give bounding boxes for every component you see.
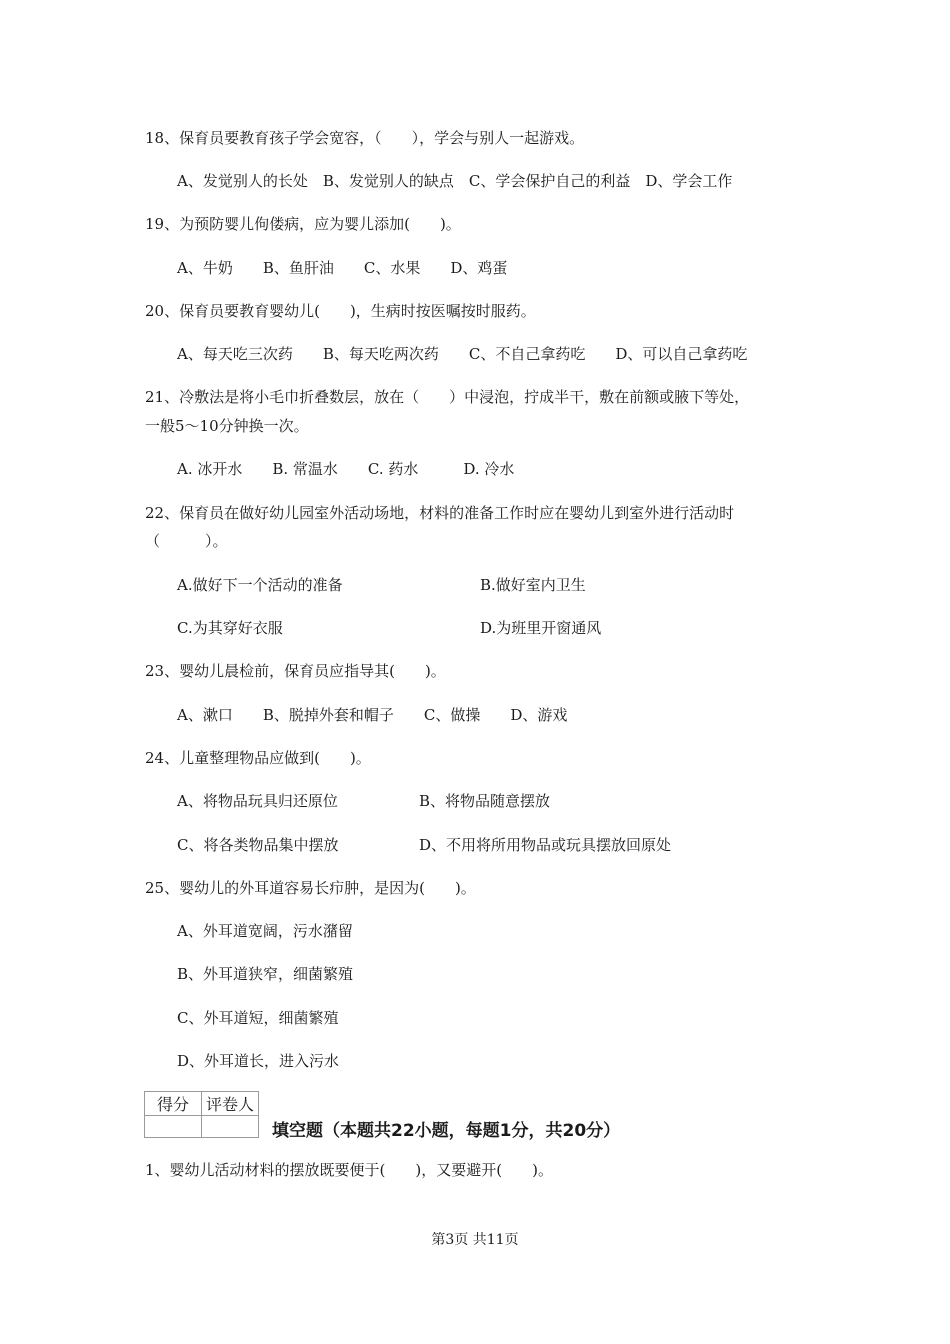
question-24-option-d: D、不用将所用物品或玩具摆放回原处 (419, 836, 672, 854)
question-22-option-b: B.做好室内卫生 (480, 576, 586, 594)
question-22: 22、保育员在做好幼儿园室外活动场地，材料的准备工作时应在婴幼儿到室外进行活动时 (145, 504, 735, 522)
section-title: 填空题（本题共22小题，每题1分，共20分） (272, 1121, 621, 1141)
question-18: 18、保育员要教育孩子学会宽容，（ ），学会与别人一起游戏。 (145, 129, 585, 147)
question-25: 25、婴幼儿的外耳道容易长疖肿，是因为( )。 (145, 879, 476, 897)
question-21-options: A. 冰开水 B. 常温水 C. 药水 D. 冷水 (177, 460, 515, 478)
question-22-option-d: D.为班里开窗通风 (480, 619, 602, 637)
page-footer: 第3页 共11页 (431, 1232, 519, 1248)
question-20-options: A、每天吃三次药 B、每天吃两次药 C、不自己拿药吃 D、可以自己拿药吃 (177, 345, 748, 363)
score-table (144, 1091, 259, 1138)
question-25-option-d: D、外耳道长，进入污水 (177, 1052, 340, 1070)
question-24-option-c: C、将各类物品集中摆放 (177, 836, 339, 854)
question-25-option-b: B、外耳道狭窄，细菌繁殖 (177, 965, 354, 983)
question-21-cont: 一般5～10分钟换一次。 (145, 417, 309, 435)
score-cell (145, 1116, 202, 1138)
question-23: 23、婴幼儿晨检前，保育员应指导其( )。 (145, 662, 446, 680)
fill-blank-question-1: 1、婴幼儿活动材料的摆放既要便于( )，又要避开( )。 (145, 1161, 553, 1179)
question-19: 19、为预防婴儿佝偻病，应为婴儿添加( )。 (145, 215, 461, 233)
question-18-options: A、发觉别人的长处 B、发觉别人的缺点 C、学会保护自己的利益 D、学会工作 (177, 172, 733, 190)
question-22-cont: （ ）。 (145, 532, 228, 550)
question-23-options: A、漱口 B、脱掉外套和帽子 C、做操 D、游戏 (177, 706, 568, 724)
question-22-option-a: A.做好下一个活动的准备 (177, 576, 343, 594)
question-25-option-c: C、外耳道短，细菌繁殖 (177, 1009, 339, 1027)
question-20: 20、保育员要教育婴幼儿( )，生病时按医嘱按时服药。 (145, 302, 536, 320)
question-24-option-b: B、将物品随意摆放 (419, 792, 551, 810)
question-21: 21、冷敷法是将小毛巾折叠数层，放在（ ）中浸泡，拧成半干，敷在前额或腋下等处， (145, 388, 750, 406)
question-22-option-c: C.为其穿好衣服 (177, 619, 283, 637)
question-25-option-a: A、外耳道宽阔，污水潴留 (177, 922, 353, 940)
question-19-options: A、牛奶 B、鱼肝油 C、水果 D、鸡蛋 (177, 259, 508, 277)
grader-cell (202, 1116, 259, 1138)
question-24-option-a: A、将物品玩具归还原位 (177, 792, 338, 810)
score-label: 得分 (145, 1092, 202, 1116)
grader-label: 评卷人 (202, 1092, 259, 1116)
question-24: 24、儿童整理物品应做到( )。 (145, 749, 371, 767)
